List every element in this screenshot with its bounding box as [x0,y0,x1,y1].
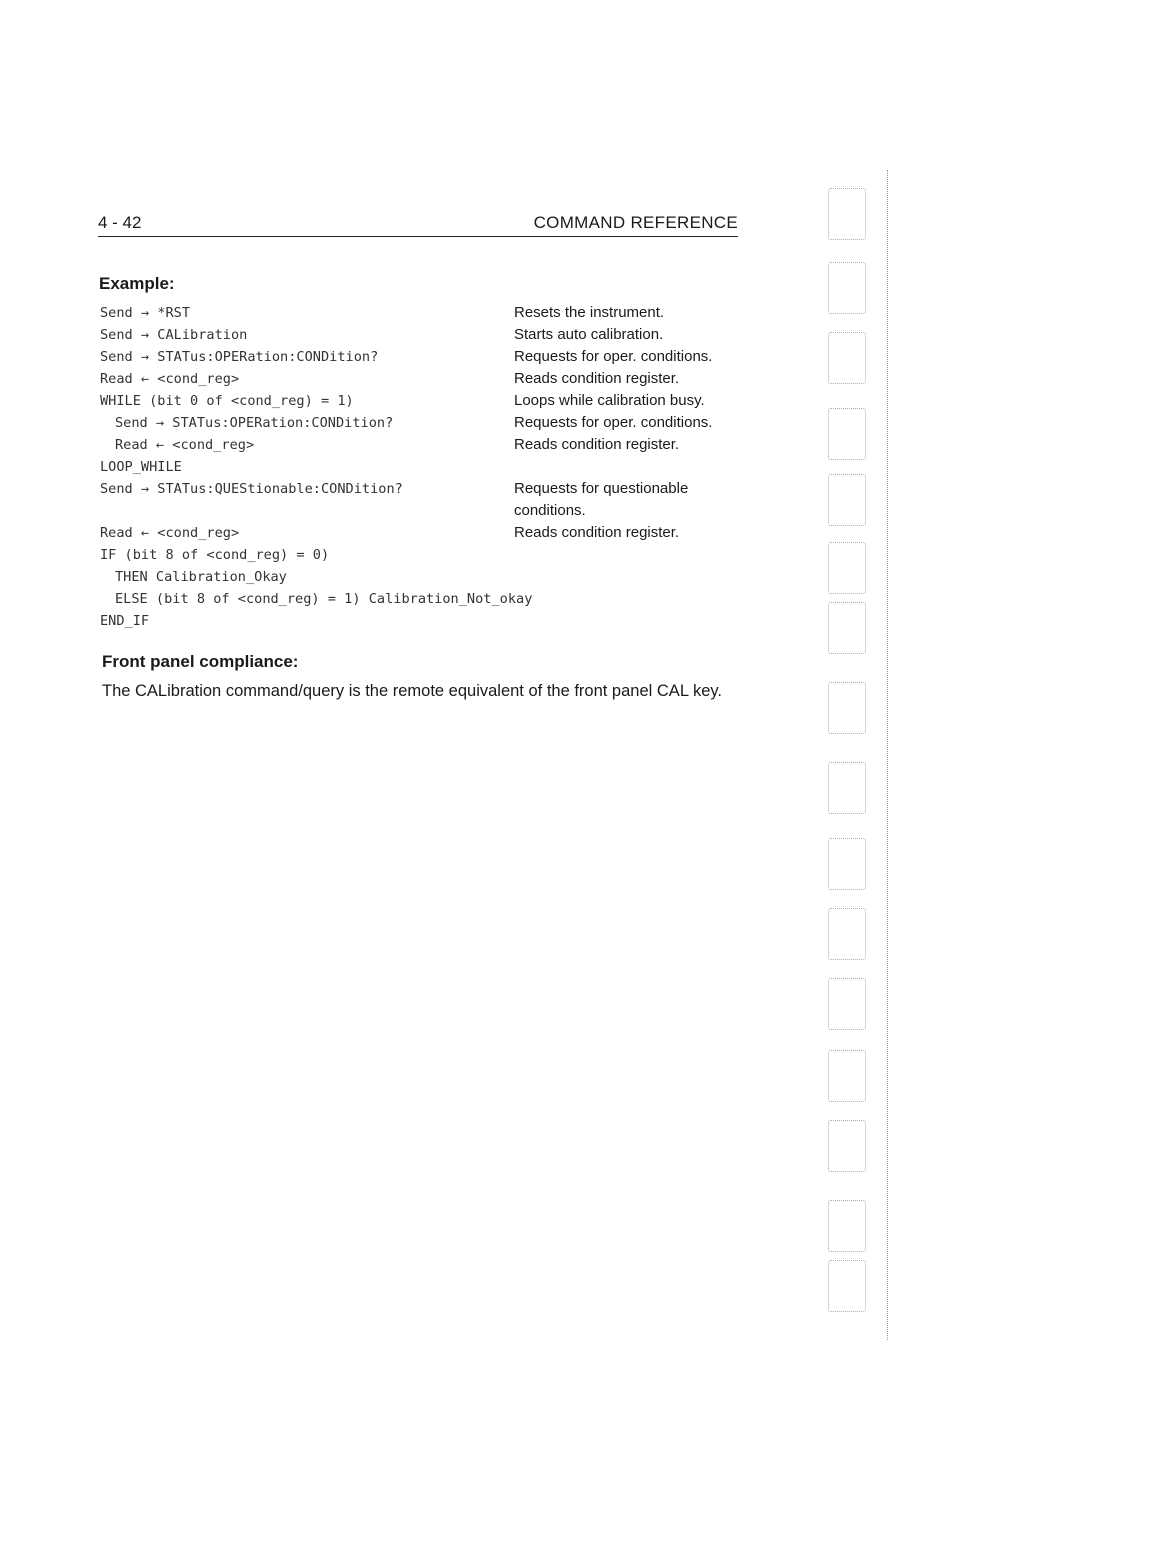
index-tab [828,1260,866,1312]
code-row [100,368,760,390]
index-tab [828,542,866,594]
example-code-block [100,302,760,632]
code-line: IF (bit 8 of <cond_reg) = 0) [100,547,330,563]
code-row [100,390,760,412]
index-tab [828,1120,866,1172]
page-edge [887,170,888,1340]
code-line: Read ← <cond_reg> [115,437,255,453]
code-line: END_IF [100,613,150,629]
code-line: Read ← <cond_reg> [100,525,240,541]
code-line: Send → *RST [100,305,191,321]
code-row [100,522,760,544]
code-line: Read ← <cond_reg> [100,371,240,387]
index-tab [828,762,866,814]
code-row [100,588,760,610]
index-tab [828,474,866,526]
index-tab [828,682,866,734]
section-title: COMMAND REFERENCE [533,213,738,232]
code-comment: Starts auto calibration. [514,326,664,343]
index-tab [828,1200,866,1252]
code-comment: Reads condition register. [514,370,680,387]
code-line: Send → STATus:OPERation:CONDition? [100,349,379,365]
index-tab [828,838,866,890]
index-tab [828,602,866,654]
code-row [100,544,760,566]
index-tab [828,978,866,1030]
code-row [100,434,760,456]
index-tab [828,262,866,314]
front-panel-text: The CALibration command/query is the remote equivalent of the front panel CAL key. [102,682,722,700]
code-row [100,610,760,632]
code-comment: Reads condition register. [514,436,680,453]
front-panel-heading: Front panel compliance: [102,652,299,671]
index-tab [828,1050,866,1102]
code-comment: Requests for oper. conditions. [514,414,713,431]
code-line: LOOP_WHILE [100,459,182,475]
code-line: Send → STATus:OPERation:CONDition? [115,415,394,431]
index-tab [828,908,866,960]
code-comment: Requests for questionable conditions. [514,480,689,519]
code-row [100,456,760,478]
page-number: 4 - 42 [98,213,142,232]
code-line: ELSE (bit 8 of <cond_reg) = 1) Calibration_Not_okay [115,591,533,607]
index-tab [828,408,866,460]
code-row [100,324,760,346]
code-comment: Requests for oper. conditions. [514,348,713,365]
code-row [100,302,760,324]
code-row [100,566,760,588]
example-heading: Example: [99,274,175,293]
code-row [100,412,760,434]
code-line: WHILE (bit 0 of <cond_reg) = 1) [100,393,354,409]
page-header [98,210,738,237]
index-tab [828,332,866,384]
code-line: Send → STATus:QUEStionable:CONDition? [100,481,403,497]
code-line: THEN Calibration_Okay [115,569,287,585]
index-tabs [818,170,888,1340]
code-comment: Loops while calibration busy. [514,392,705,409]
code-row [100,478,760,522]
index-tab [828,188,866,240]
code-comment: Reads condition register. [514,524,680,541]
code-line: Send → CALibration [100,327,248,343]
code-row [100,346,760,368]
code-comment: Resets the instrument. [514,304,665,321]
